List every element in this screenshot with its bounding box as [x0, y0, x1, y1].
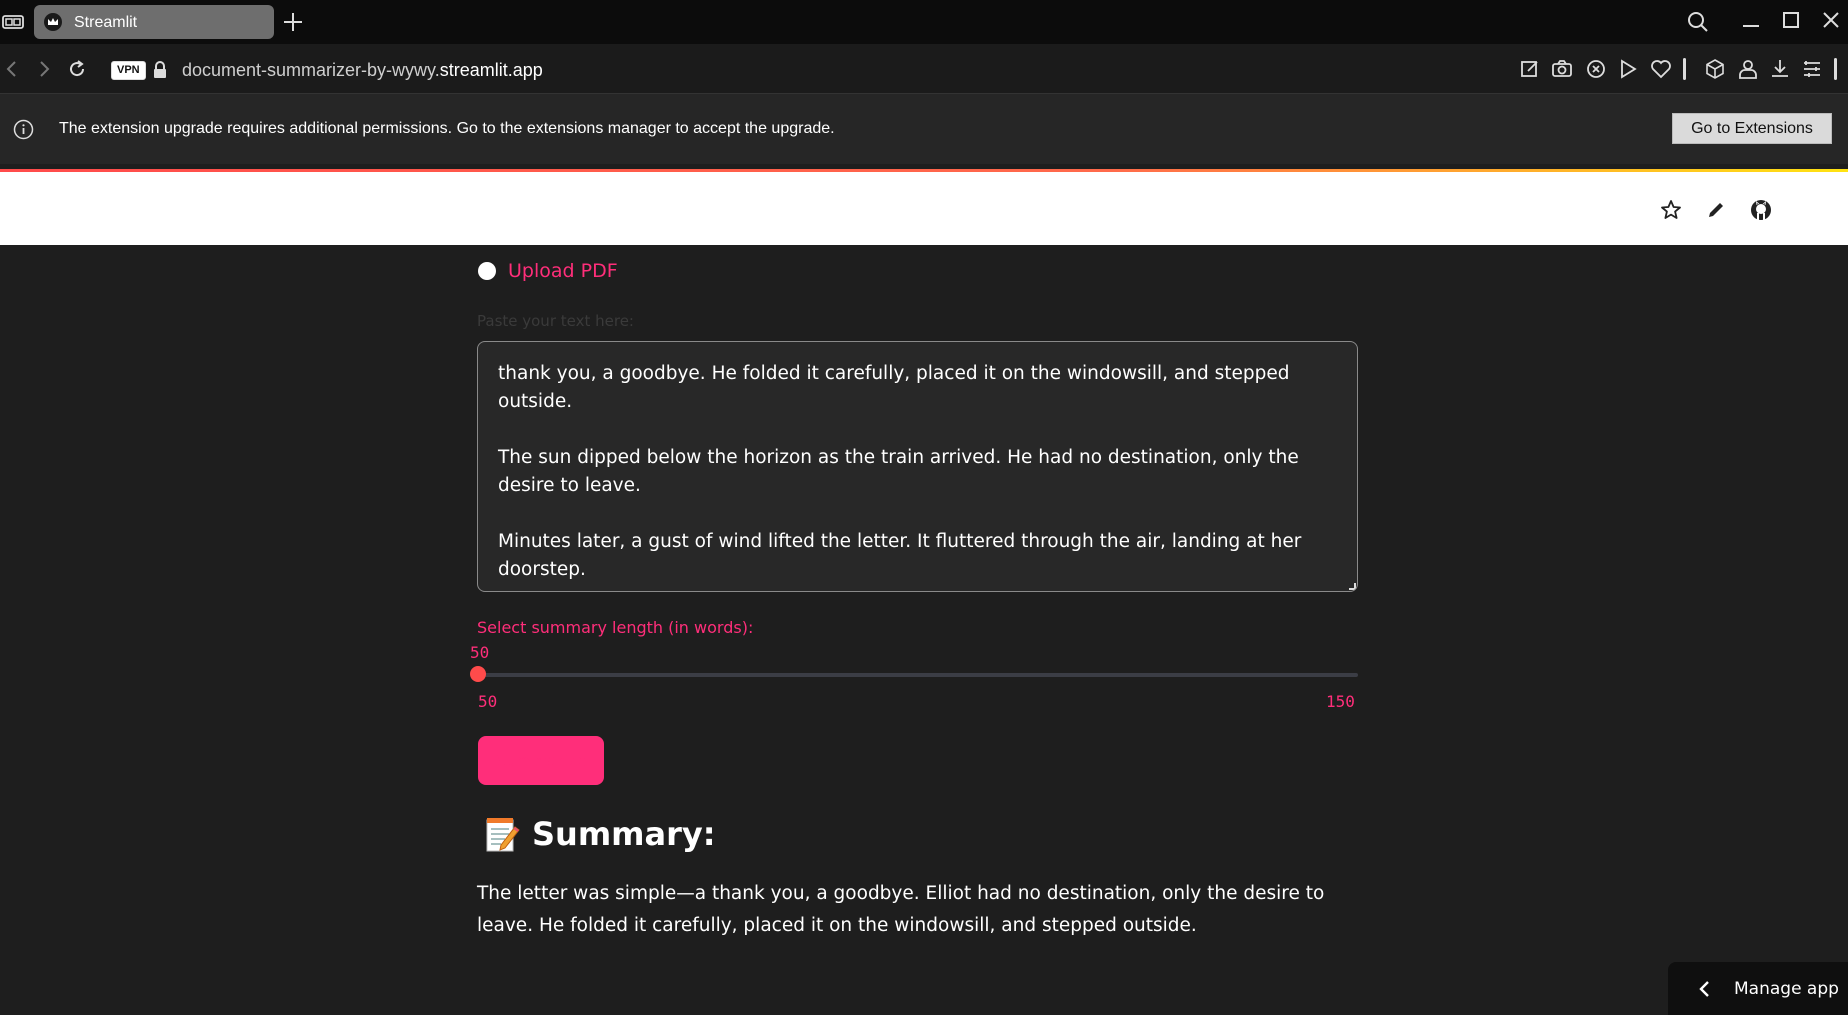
url-prefix: document-summarizer-by-wywy. — [182, 60, 440, 80]
radio-label: Upload PDF — [508, 260, 618, 282]
tab-title: Streamlit — [74, 14, 138, 31]
new-tab-plus-icon[interactable] — [280, 9, 306, 35]
address-bar — [0, 44, 1848, 94]
reload-icon[interactable] — [65, 57, 89, 81]
toolbar-divider — [1683, 58, 1686, 80]
chevron-left-icon — [1698, 980, 1712, 998]
summary-output: The letter was simple—a thank you, a goodbye. Elliot had no destination, only the desire to leave. He folded it carefully, placed it on the windowsill, and stepped outside. — [477, 883, 1325, 936]
slider-current-value: 50 — [470, 643, 490, 662]
textarea-paragraph: thank you, a goodbye. He folded it carefully, placed it on the windowsill, and stepped outside. — [498, 363, 1290, 412]
summarize-button[interactable]: Summarize — [478, 736, 604, 785]
textarea-label: Paste your text here: — [477, 312, 634, 330]
profile-icon[interactable] — [1736, 57, 1760, 81]
app-main — [0, 245, 1848, 1015]
info-icon — [13, 119, 34, 140]
summary-title: Summary: — [532, 815, 716, 853]
lock-icon[interactable] — [152, 61, 168, 79]
url-domain: streamlit.app — [439, 60, 543, 80]
download-icon[interactable] — [1768, 57, 1792, 81]
forward-icon[interactable] — [32, 57, 56, 81]
streamlit-header — [0, 172, 1848, 245]
radio-option-upload-pdf[interactable] — [478, 260, 618, 282]
maximize-icon[interactable] — [1777, 8, 1805, 36]
edit-pencil-icon[interactable] — [1704, 198, 1728, 222]
easy-setup-menu-icon[interactable] — [1800, 57, 1824, 81]
extension-info-bar — [0, 94, 1848, 164]
go-to-extensions-button[interactable]: Go to Extensions — [1672, 113, 1832, 144]
edit-page-icon[interactable] — [1518, 57, 1542, 81]
toolbar-divider — [1834, 58, 1837, 80]
streamlit-crown-icon — [44, 13, 62, 31]
browser-tab[interactable] — [34, 5, 274, 39]
slider-max: 150 — [1326, 692, 1355, 711]
info-message: The extension upgrade requires additional permissions. Go to the extensions manager to accept the upgrade. — [59, 120, 835, 137]
slider-min: 50 — [478, 692, 498, 711]
back-icon[interactable] — [0, 57, 24, 81]
ad-block-icon[interactable] — [1584, 57, 1608, 81]
textarea-content — [498, 341, 1338, 592]
workspaces-icon[interactable] — [2, 12, 24, 32]
search-tabs-icon[interactable] — [1684, 8, 1712, 36]
url-field[interactable] — [182, 60, 543, 81]
manage-app-label: Manage app — [1734, 979, 1839, 999]
textarea-paragraph: Minutes later, a gust of wind lifted the letter. It fluttered through the air, landing at her doorstep. — [498, 531, 1302, 580]
tab-strip — [0, 0, 1848, 44]
resize-handle[interactable] — [1349, 583, 1356, 590]
camera-icon[interactable] — [1550, 57, 1574, 81]
radio-dot — [478, 262, 496, 280]
textarea-paragraph: The sun dipped below the horizon as the train arrived. He had no destination, only the desire to leave. — [498, 447, 1299, 496]
github-icon[interactable] — [1749, 198, 1773, 222]
star-icon[interactable] — [1659, 198, 1683, 222]
text-input-area[interactable] — [477, 341, 1358, 592]
heart-icon[interactable] — [1649, 57, 1673, 81]
slider-thumb[interactable] — [470, 666, 486, 682]
summary-heading — [484, 815, 716, 853]
manage-app-button[interactable] — [1668, 962, 1848, 1015]
extensions-cube-icon[interactable] — [1703, 57, 1727, 81]
player-icon[interactable] — [1616, 57, 1640, 81]
vpn-badge[interactable]: VPN — [111, 61, 146, 80]
minimize-icon[interactable] — [1737, 8, 1765, 36]
close-window-icon[interactable] — [1817, 8, 1845, 36]
memo-icon — [484, 815, 520, 853]
slider-label: Select summary length (in words): — [477, 618, 754, 637]
slider-track[interactable] — [478, 673, 1358, 677]
